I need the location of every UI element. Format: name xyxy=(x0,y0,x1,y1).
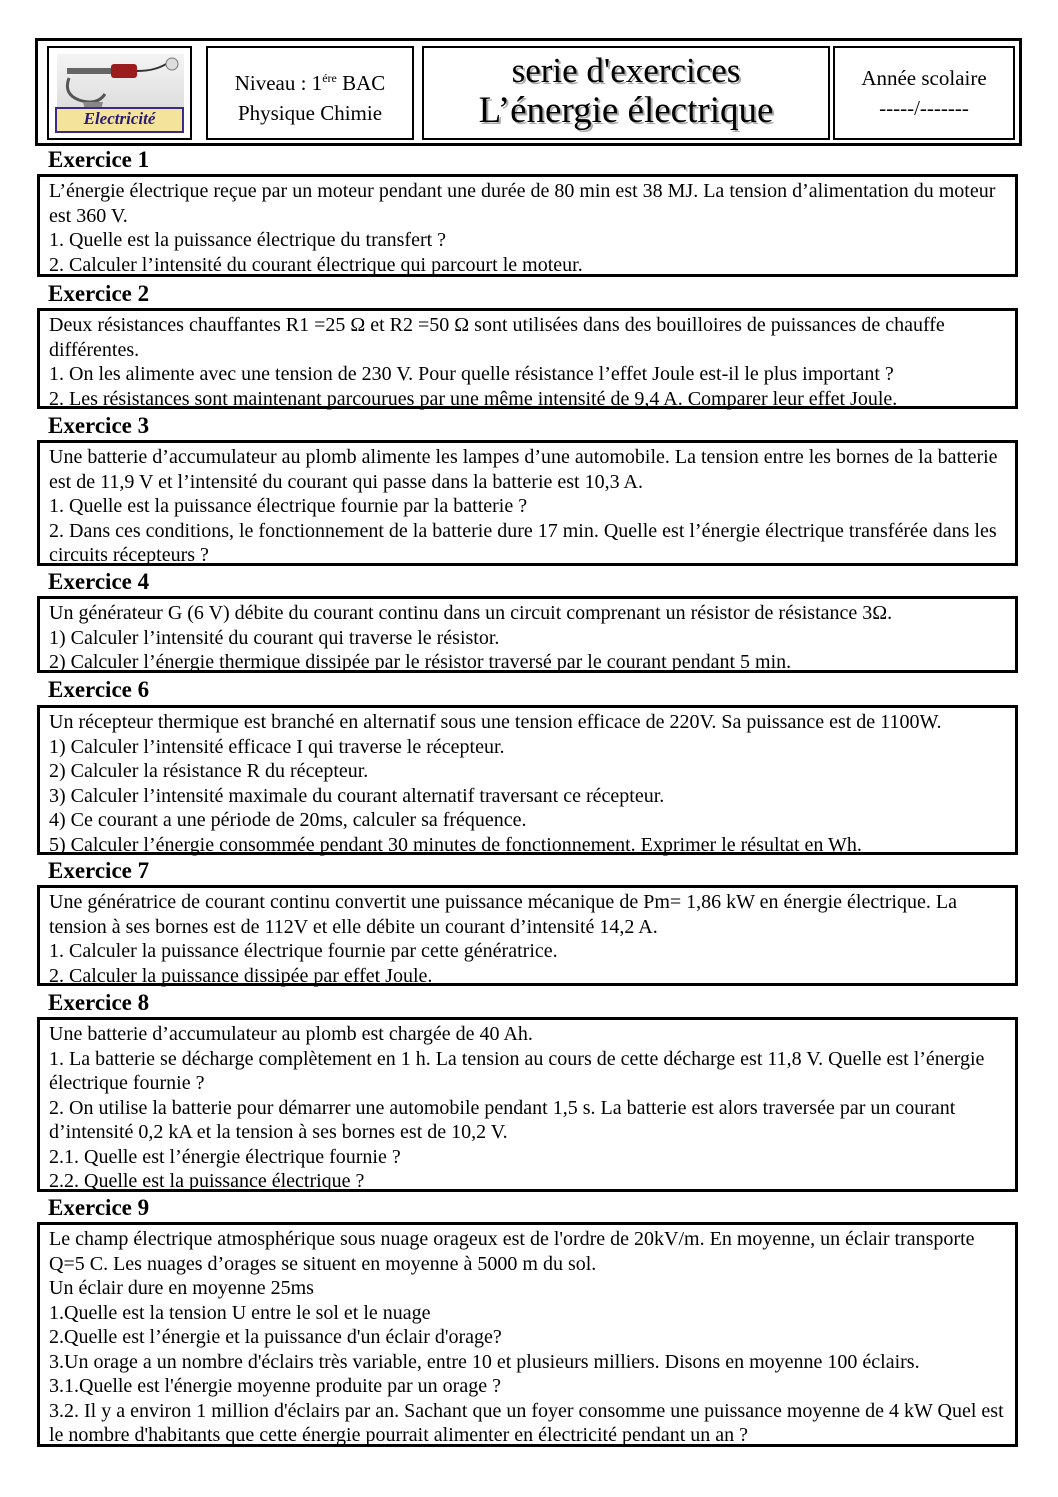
exercise-line: 2) Calculer l’énergie thermique dissipée par le résistor traversé par le courant pendant 5 min. xyxy=(49,651,792,673)
logo xyxy=(47,46,192,140)
exercise-line: 2.2. Quelle est la puissance électrique ? xyxy=(49,1170,365,1192)
exercise-line: 1) Calculer l’intensité du courant qui traverse le résistor. xyxy=(49,626,500,649)
school-year-box xyxy=(833,46,1015,140)
subject-text: Physique Chimie xyxy=(237,101,383,125)
exercise-line: 5) Calculer l’énergie consommée pendant 30 minutes de fonctionnement. Exprimer le résultat en Wh. xyxy=(49,833,862,856)
exercise-line: 2. Calculer l’intensité du courant électrique qui parcourt le moteur. xyxy=(49,253,583,276)
exercise-title: Exercice 8 xyxy=(48,990,150,1015)
exercise-line: 3) Calculer l’intensité maximale du courant alternatif traversant ce récepteur. xyxy=(49,784,665,807)
exercise-line: Deux résistances chauffantes R1 =25 Ω et R2 =50 Ω sont utilisées dans des bouilloires de puissances de chauffe différentes. xyxy=(49,314,945,361)
exercise-line: Une batterie d’accumulateur au plomb alimente les lampes d’une automobile. La tension entre les bornes de la batterie est de 11,9 V et l’intensité du courant qui passe dans la batterie est 10,3 A. xyxy=(49,446,998,493)
exercise-line: 2.Quelle est l’énergie et la puissance d'un éclair d'orage? xyxy=(49,1326,502,1348)
school-year-label: Année scolaire xyxy=(861,66,987,90)
exercise-line: Un éclair dure en moyenne 25ms xyxy=(49,1277,314,1299)
level-text: Niveau : $1^{ére}$ BAC xyxy=(234,71,386,95)
exercise-line: 3.2. Il y a environ 1 million d'éclairs par an. Sachant que un foyer consomme une puissance moyenne de 4 kW Quel est le nombre d'habitants que cette énergie pourrait alimenter en électricité pendant un an ? xyxy=(49,1399,1004,1446)
exercise-box xyxy=(37,1017,1018,1192)
exercise-line: Un récepteur thermique est branché en alternatif sous une tension efficace de 220V. Sa puissance est de 1100W. xyxy=(49,711,942,733)
exercise-box xyxy=(37,596,1018,673)
exercise-line: 1. On les alimente avec une tension de 230 V. Pour quelle résistance l’effet Joule est-il le plus important ? xyxy=(49,363,894,385)
title-box xyxy=(422,46,830,140)
exercise-box xyxy=(37,705,1018,855)
exercise-line: 1. Quelle est la puissance électrique du transfert ? xyxy=(49,229,447,251)
exercise-line: Le champ électrique atmosphérique sous nuage orageux est de l'ordre de 20kV/m. En moyenne, un éclair transporte Q=5 C. Les nuages d’orages se situent en moyenne à 5000 m du sol. xyxy=(49,1228,975,1275)
page-subtitle: L’énergie électrique xyxy=(478,90,774,131)
exercise-line: 4) Ce courant a une période de 20ms, calculer sa fréquence. xyxy=(49,809,527,831)
exercise-line: 3.Un orage a un nombre d'éclairs très variable, entre 10 et plusieurs milliers. Disons en moyenne 100 éclairs. xyxy=(49,1350,920,1373)
level-box xyxy=(206,46,414,140)
exercise-title: Exercice 4 xyxy=(48,569,150,594)
exercise-line: 2. Dans ces conditions, le fonctionnement de la batterie dure 17 min. Quelle est l’énergie électrique transférée dans les circuits récepteurs ? xyxy=(49,519,997,566)
exercise-line: 2) Calculer la résistance R du récepteur. xyxy=(49,760,369,782)
exercise-title: Exercice 3 xyxy=(48,413,150,438)
exercise-line: 1. La batterie se décharge complètement en 1 h. La tension au cours de cette décharge est 11,8 V. Quelle est l’énergie électrique fournie ? xyxy=(49,1047,985,1094)
exercise-box xyxy=(37,885,1018,986)
school-year-value: -----/------- xyxy=(879,96,969,120)
exercise-line: 1. Quelle est la puissance électrique fournie par la batterie ? xyxy=(49,495,528,517)
exercise-title: Exercice 2 xyxy=(48,281,150,306)
exercise-line: 2. Calculer la puissance dissipée par effet Joule. xyxy=(49,964,433,987)
exercise-line: 1.Quelle est la tension U entre le sol et le nuage xyxy=(49,1301,431,1324)
exercise-line: Une génératrice de courant continu convertit une puissance mécanique de Pm= 1,86 kW en énergie électrique. La tension à ses bornes est de 112V et elle débite un courant d’intensité 14,2 A. xyxy=(49,891,957,938)
exercise-box xyxy=(37,308,1018,409)
exercise-title: Exercice 9 xyxy=(48,1195,150,1220)
electric-kettle-image xyxy=(57,54,184,112)
exercise-title: Exercice 7 xyxy=(48,858,150,883)
exercise-line: Un générateur G (6 V) débite du courant continu dans un circuit comprenant un résistor de résistance 3Ω. xyxy=(49,602,893,624)
exercise-line: 2.1. Quelle est l’énergie électrique fournie ? xyxy=(49,1145,401,1168)
exercise-line: 1) Calculer l’intensité efficace I qui traverse le récepteur. xyxy=(49,735,505,758)
exercise-line: 1. Calculer la puissance électrique fournie par cette génératrice. xyxy=(49,940,558,962)
exercise-line: Une batterie d’accumulateur au plomb est chargée de 40 Ah. xyxy=(49,1023,533,1045)
logo-caption: Electricité xyxy=(55,107,184,133)
exercise-title: Exercice 6 xyxy=(48,677,150,702)
exercise-box xyxy=(37,174,1018,277)
exercise-title: Exercice 1 xyxy=(48,147,150,172)
header xyxy=(35,38,1022,146)
exercise-line: 2. On utilise la batterie pour démarrer une automobile pendant 1,5 s. La batterie est alors traversée par un courant d’intensité 0,2 kA et la tension à ses bornes est de 10,2 V. xyxy=(49,1096,956,1143)
exercise-line: L’énergie électrique reçue par un moteur pendant une durée de 80 min est 38 MJ. La tension d’alimentation du moteur est 360 V. xyxy=(49,180,996,227)
exercise-box xyxy=(37,1222,1018,1447)
exercise-box xyxy=(37,440,1018,566)
exercise-line: 2. Les résistances sont maintenant parcourues par une même intensité de 9,4 A. Comparer leur effet Joule. xyxy=(49,387,898,410)
exercise-line: 3.1.Quelle est l'énergie moyenne produite par un orage ? xyxy=(49,1375,501,1397)
page-title: serie d'exercices xyxy=(511,51,741,90)
